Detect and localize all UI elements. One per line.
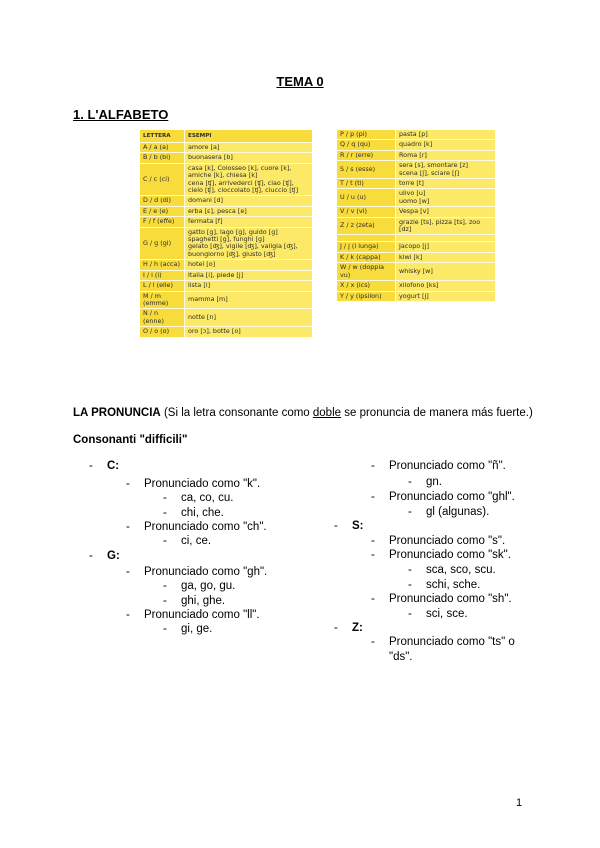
alphabet-table-right xyxy=(337,130,495,302)
examples-cell xyxy=(185,196,313,206)
bullet-dash: - xyxy=(371,593,375,605)
bullet-dash: - xyxy=(334,520,338,532)
example-line: kiwi [k] xyxy=(399,252,423,261)
list-item: Pronunciado como "sk". xyxy=(389,549,511,561)
examples-cell xyxy=(396,130,496,140)
examples-cell xyxy=(396,281,496,291)
example-line: casa [k], Colosseo [k], cuore [k], xyxy=(188,163,292,172)
bullet-dash: - xyxy=(163,535,167,547)
example-line: amore [a] xyxy=(188,143,220,151)
list-item: Pronunciado como "gh". xyxy=(144,566,268,578)
letter-cell: U / u (u) xyxy=(337,189,396,207)
list-item: schi, sche. xyxy=(426,579,481,591)
letter-cell: J / j (i lunga) xyxy=(337,242,396,252)
examples-cell xyxy=(185,227,313,260)
example-line: pasta [p] xyxy=(399,130,428,138)
alphabet-row xyxy=(140,270,312,280)
examples-cell xyxy=(185,143,313,153)
list-item: Z: xyxy=(352,622,363,634)
bullet-dash: - xyxy=(163,623,167,635)
alphabet-row xyxy=(337,207,495,217)
list-item: sci, sce. xyxy=(426,608,468,620)
alphabet-row xyxy=(140,153,312,163)
pronuncia-post: se pronuncia de manera más fuerte.) xyxy=(341,407,533,419)
bullet-dash: - xyxy=(89,550,93,562)
letter-cell: H / h (acca) xyxy=(140,260,185,270)
alphabet-row xyxy=(140,143,312,153)
example-line: Jacopo [j] xyxy=(399,242,429,251)
list-item: Pronunciado como "ts" o xyxy=(389,636,515,648)
example-line: uomo [w] xyxy=(399,196,430,205)
letter-cell: G / g (gi) xyxy=(140,227,185,260)
alphabet-row xyxy=(337,189,495,207)
alphabet-row xyxy=(140,291,312,309)
example-line: yogurt [j] xyxy=(399,291,429,300)
alphabet-row xyxy=(337,161,495,179)
examples-cell xyxy=(185,260,313,270)
example-line: erba [ɛ], pesca [e] xyxy=(188,206,247,215)
list-item: gi, ge. xyxy=(181,623,213,635)
bullet-dash: - xyxy=(408,476,412,488)
alphabet-row xyxy=(140,217,312,227)
alphabet-row xyxy=(337,235,495,242)
letter-cell: X / x (ics) xyxy=(337,281,396,291)
bullet-dash: - xyxy=(371,549,375,561)
consonanti-title: Consonanti "difficili" xyxy=(73,434,188,446)
letter-cell: P / p (pi) xyxy=(337,130,396,140)
letter-cell: B / b (bi) xyxy=(140,153,185,163)
page-title: TEMA 0 xyxy=(276,74,324,89)
example-line: xilofono [ks] xyxy=(399,281,439,290)
example-line: hotel [o] xyxy=(188,260,216,269)
letter-cell: A / a (a) xyxy=(140,143,185,153)
letter-cell: K / k (cappa) xyxy=(337,252,396,262)
example-line: spaghetti [g], funghi [g] xyxy=(188,235,265,244)
letter-cell: S / s (esse) xyxy=(337,161,396,179)
header-letter: LETTERA xyxy=(140,130,185,143)
examples-cell xyxy=(396,140,496,150)
example-line: whisky [w] xyxy=(399,266,433,275)
example-line: amiche [k], chiesa [k] xyxy=(188,171,258,180)
list-item: Pronunciado como "s". xyxy=(389,535,506,547)
example-line xyxy=(399,236,492,240)
bullet-dash: - xyxy=(408,608,412,620)
bullet-dash: - xyxy=(371,636,375,648)
example-line: buongiorno [ʤ], giusto [ʤ] xyxy=(188,249,276,258)
examples-cell xyxy=(396,242,496,252)
example-line: sera [s], smontare [z] xyxy=(399,161,468,170)
alphabet-row xyxy=(337,291,495,301)
letter-cell: Y / y (ipsilon) xyxy=(337,291,396,301)
bullet-dash: - xyxy=(126,609,130,621)
list-item: ghi, ghe. xyxy=(181,595,226,607)
example-line: lista [l] xyxy=(188,281,211,290)
list-item: G: xyxy=(107,550,120,562)
letter-cell: Z / z (zeta) xyxy=(337,217,396,235)
examples-cell xyxy=(396,291,496,301)
header-examples: ESEMPI xyxy=(185,130,313,143)
examples-cell xyxy=(185,153,313,163)
bullet-dash: - xyxy=(371,460,375,472)
alphabet-row xyxy=(337,242,495,252)
example-line: Roma [r] xyxy=(399,150,427,159)
list-item: Pronunciado como "ch". xyxy=(144,521,267,533)
examples-cell xyxy=(185,270,313,280)
list-item: gl (algunas). xyxy=(426,506,490,518)
letter-cell: R / r (erre) xyxy=(337,150,396,160)
examples-cell xyxy=(185,206,313,216)
letter-cell: C / c (ci) xyxy=(140,163,185,196)
example-line: ulivo [u] xyxy=(399,189,426,198)
alphabet-row xyxy=(140,260,312,270)
example-line: mamma [m] xyxy=(188,295,228,304)
alphabet-row xyxy=(140,163,312,196)
examples-cell xyxy=(396,150,496,160)
letter-cell: V / v (vi) xyxy=(337,207,396,217)
bullet-dash: - xyxy=(163,595,167,607)
bullet-dash: - xyxy=(408,506,412,518)
bullet-dash: - xyxy=(163,580,167,592)
page-number: 1 xyxy=(516,797,523,809)
list-item: Pronunciado como "sh". xyxy=(389,593,512,605)
example-line: torre [t] xyxy=(399,179,424,188)
list-item: sca, sco, scu. xyxy=(426,564,496,576)
list-item: "ds". xyxy=(389,651,413,663)
example-line: cielo [ʧ], cioccolato [ʧ], ciuccio [ʧ] xyxy=(188,186,299,195)
alphabet-row xyxy=(337,130,495,140)
bullet-dash: - xyxy=(126,521,130,533)
alphabet-row xyxy=(140,309,312,327)
bullet-dash: - xyxy=(163,507,167,519)
letter-cell: N / n (enne) xyxy=(140,309,185,327)
bullet-dash: - xyxy=(371,491,375,503)
list-item: ci, ce. xyxy=(181,535,212,547)
letter-cell: I / i (i) xyxy=(140,270,185,280)
examples-cell xyxy=(396,207,496,217)
alphabet-row xyxy=(140,227,312,260)
letter-cell: F / f (effe) xyxy=(140,217,185,227)
bullet-dash: - xyxy=(126,478,130,490)
alphabet-row xyxy=(140,206,312,216)
bullet-dash: - xyxy=(408,579,412,591)
bullet-dash: - xyxy=(408,564,412,576)
alphabet-row xyxy=(337,263,495,281)
list-item: C: xyxy=(107,460,120,472)
alphabet-row xyxy=(337,140,495,150)
list-item: Pronunciado como "ghl". xyxy=(389,491,515,503)
example-line: buonasera [b] xyxy=(188,153,233,162)
letter-cell: T / t (ti) xyxy=(337,179,396,189)
example-line: scena [ʃ], sciare [ʃ] xyxy=(399,168,460,177)
letter-cell: O / o (o) xyxy=(140,327,185,337)
examples-cell xyxy=(396,263,496,281)
bullet-dash: - xyxy=(371,535,375,547)
list-item: Pronunciado como "k". xyxy=(144,478,261,490)
alphabet-row xyxy=(140,281,312,291)
example-line: grazie [ts], pizza [ts], zoo [dz] xyxy=(399,217,481,234)
example-line: notte [n] xyxy=(188,313,216,322)
list-item: gn. xyxy=(426,476,442,488)
examples-cell xyxy=(396,179,496,189)
list-item: ca, co, cu. xyxy=(181,492,234,504)
examples-cell xyxy=(185,163,313,196)
example-line: gatto [g], lago [g], guido [g] xyxy=(188,227,278,236)
example-line: domani [d] xyxy=(188,196,224,205)
pronuncia-pre: (Si la letra consonante como xyxy=(160,407,313,419)
examples-cell xyxy=(396,235,496,242)
letter-cell xyxy=(337,235,396,242)
examples-cell xyxy=(185,291,313,309)
letter-cell: Q / q (qu) xyxy=(337,140,396,150)
examples-cell xyxy=(396,189,496,207)
letter-cell: M / m (emme) xyxy=(140,291,185,309)
bullet-dash: - xyxy=(163,492,167,504)
example-line: fermata [f] xyxy=(188,217,223,226)
letter-cell: L / l (elle) xyxy=(140,281,185,291)
pronuncia-bold: LA PRONUNCIA xyxy=(73,407,161,419)
examples-cell xyxy=(185,281,313,291)
list-item: S: xyxy=(352,520,364,532)
alphabet-table-left xyxy=(140,130,312,338)
examples-cell xyxy=(185,309,313,327)
alphabet-row xyxy=(337,217,495,235)
example-line: gelato [ʤ], vigile [ʤ], valigia [ʤ], xyxy=(188,242,298,251)
alphabet-row xyxy=(337,179,495,189)
letter-cell: D / d (di) xyxy=(140,196,185,206)
example-line: oro [ɔ], botte [o] xyxy=(188,327,241,336)
examples-cell xyxy=(396,252,496,262)
letter-cell: W / w (doppia vu) xyxy=(337,263,396,281)
bullet-dash: - xyxy=(89,460,93,472)
section-title: 1. L'ALFABETO xyxy=(73,107,169,122)
examples-cell xyxy=(396,217,496,235)
example-line: quadro [k] xyxy=(399,140,433,149)
letter-cell: E / e (e) xyxy=(140,206,185,216)
examples-cell xyxy=(396,161,496,179)
example-line: cena [ʧ], arrivederci [ʧ], ciao [ʧ], xyxy=(188,178,294,187)
list-item: chi, che. xyxy=(181,507,224,519)
examples-cell xyxy=(185,327,313,337)
examples-cell xyxy=(185,217,313,227)
list-item: Pronunciado como "ll". xyxy=(144,609,260,621)
example-line: Vespa [v] xyxy=(399,207,429,216)
alphabet-row xyxy=(337,281,495,291)
bullet-dash: - xyxy=(126,566,130,578)
list-item: Pronunciado como "ñ". xyxy=(389,460,506,472)
alphabet-row xyxy=(337,150,495,160)
bullet-dash: - xyxy=(334,622,338,634)
alphabet-row xyxy=(140,196,312,206)
pronuncia-underlined: doble xyxy=(312,407,342,419)
pronuncia-line xyxy=(73,407,533,419)
alphabet-row xyxy=(140,327,312,337)
alphabet-row xyxy=(337,252,495,262)
example-line: Italia [i], piede [j] xyxy=(188,270,244,279)
list-item: ga, go, gu. xyxy=(181,580,236,592)
